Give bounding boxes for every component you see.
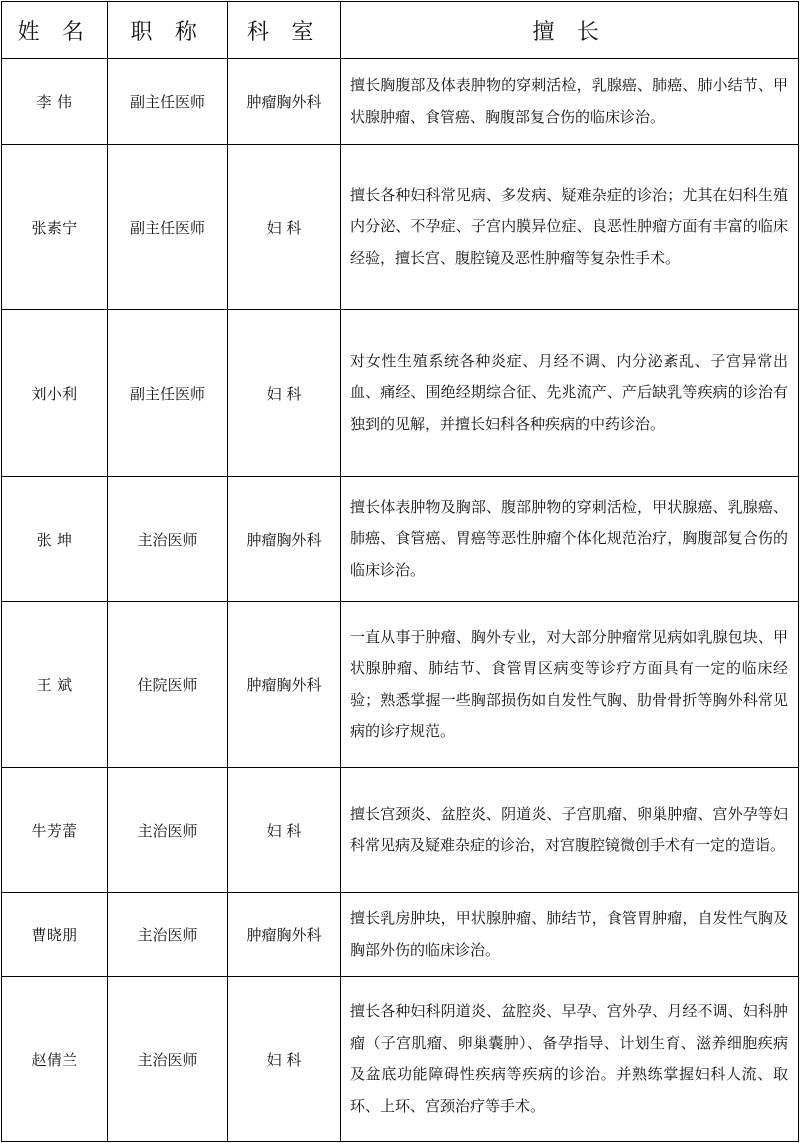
header-name: 姓 名: [2, 2, 108, 59]
table-row: [2, 59, 799, 145]
table-row: [2, 602, 799, 768]
doctor-name: 牛芳蕾: [2, 768, 108, 893]
doctor-name: 赵倩兰: [2, 977, 108, 1142]
header-specialty: 擅 长: [341, 2, 799, 59]
doctor-title: 副主任医师: [108, 145, 228, 310]
doctor-title: 副主任医师: [108, 310, 228, 477]
doctor-specialty: 对女性生殖系统各种炎症、月经不调、内分泌紊乱、子宫异常出血、痛经、围绝经期综合征、先兆流产、产后缺乳等疾病的诊治有独到的见解，并擅长妇科各种疾病的中药诊治。: [341, 310, 799, 477]
doctor-department: 肿瘤胸外科: [228, 477, 341, 602]
doctor-title: 住院医师: [108, 602, 228, 768]
doctor-title: 主治医师: [108, 893, 228, 977]
header-row: [2, 2, 799, 59]
table-row: [2, 145, 799, 310]
doctor-department: 妇 科: [228, 977, 341, 1142]
doctor-title: 主治医师: [108, 768, 228, 893]
doctor-name: 张素宁: [2, 145, 108, 310]
doctor-specialty: 擅长乳房肿块，甲状腺肿瘤、肺结节，食管胃肿瘤，自发性气胸及胸部外伤的临床诊治。: [341, 893, 799, 977]
table-row: [2, 477, 799, 602]
table-row: [2, 768, 799, 893]
doctor-name: 刘小利: [2, 310, 108, 477]
doctor-specialty: 一直从事于肿瘤、胸外专业，对大部分肿瘤常见病如乳腺包块、甲状腺肿瘤、肺结节、食管胃区病变等诊疗方面具有一定的临床经验；熟悉掌握一些胸部损伤如自发性气胸、肋骨骨折等胸外科常见病的诊疗规范。: [341, 602, 799, 768]
doctor-department: 肿瘤胸外科: [228, 893, 341, 977]
doctor-specialty: 擅长宫颈炎、盆腔炎、阴道炎、子宫肌瘤、卵巢肿瘤、宫外孕等妇科常见病及疑难杂症的诊治，对宫腹腔镜微创手术有一定的造诣。: [341, 768, 799, 893]
doctor-department: 肿瘤胸外科: [228, 602, 341, 768]
doctor-department: 妇 科: [228, 768, 341, 893]
doctor-specialty: 擅长胸腹部及体表肿物的穿刺活检，乳腺癌、肺癌、肺小结节、甲状腺肿瘤、食管癌、胸腹部复合伤的临床诊治。: [341, 59, 799, 145]
doctor-specialty: 擅长体表肿物及胸部、腹部肿物的穿刺活检，甲状腺癌、乳腺癌、肺癌、食管癌、胃癌等恶性肿瘤个体化规范治疗，胸腹部复合伤的临床诊治。: [341, 477, 799, 602]
doctor-department: 妇 科: [228, 145, 341, 310]
table-row: [2, 977, 799, 1142]
doctor-specialty: 擅长各种妇科常见病、多发病、疑难杂症的诊治；尤其在妇科生殖内分泌、不孕症、子宫内膜异位症、良恶性肿瘤方面有丰富的临床经验，擅长宫、腹腔镜及恶性肿瘤等复杂性手术。: [341, 145, 799, 310]
doctor-name: 曹晓朋: [2, 893, 108, 977]
doctor-table: [1, 1, 799, 1142]
doctor-department: 妇 科: [228, 310, 341, 477]
doctor-title: 主治医师: [108, 977, 228, 1142]
doctor-name: 王 斌: [2, 602, 108, 768]
doctor-department: 肿瘤胸外科: [228, 59, 341, 145]
doctor-name: 张 坤: [2, 477, 108, 602]
doctor-title: 主治医师: [108, 477, 228, 602]
doctor-name: 李 伟: [2, 59, 108, 145]
table-row: [2, 893, 799, 977]
doctor-title: 副主任医师: [108, 59, 228, 145]
header-department: 科 室: [228, 2, 341, 59]
doctor-specialty: 擅长各种妇科阴道炎、盆腔炎、早孕、宫外孕、月经不调、妇科肿瘤（子宫肌瘤、卵巢囊肿）、备孕指导、计划生育、滋养细胞疾病及盆底功能障碍性疾病等疾病的诊治。并熟练掌握妇科人流、取环、上环、宫颈治疗等手术。: [341, 977, 799, 1142]
table-row: [2, 310, 799, 477]
header-title: 职 称: [108, 2, 228, 59]
